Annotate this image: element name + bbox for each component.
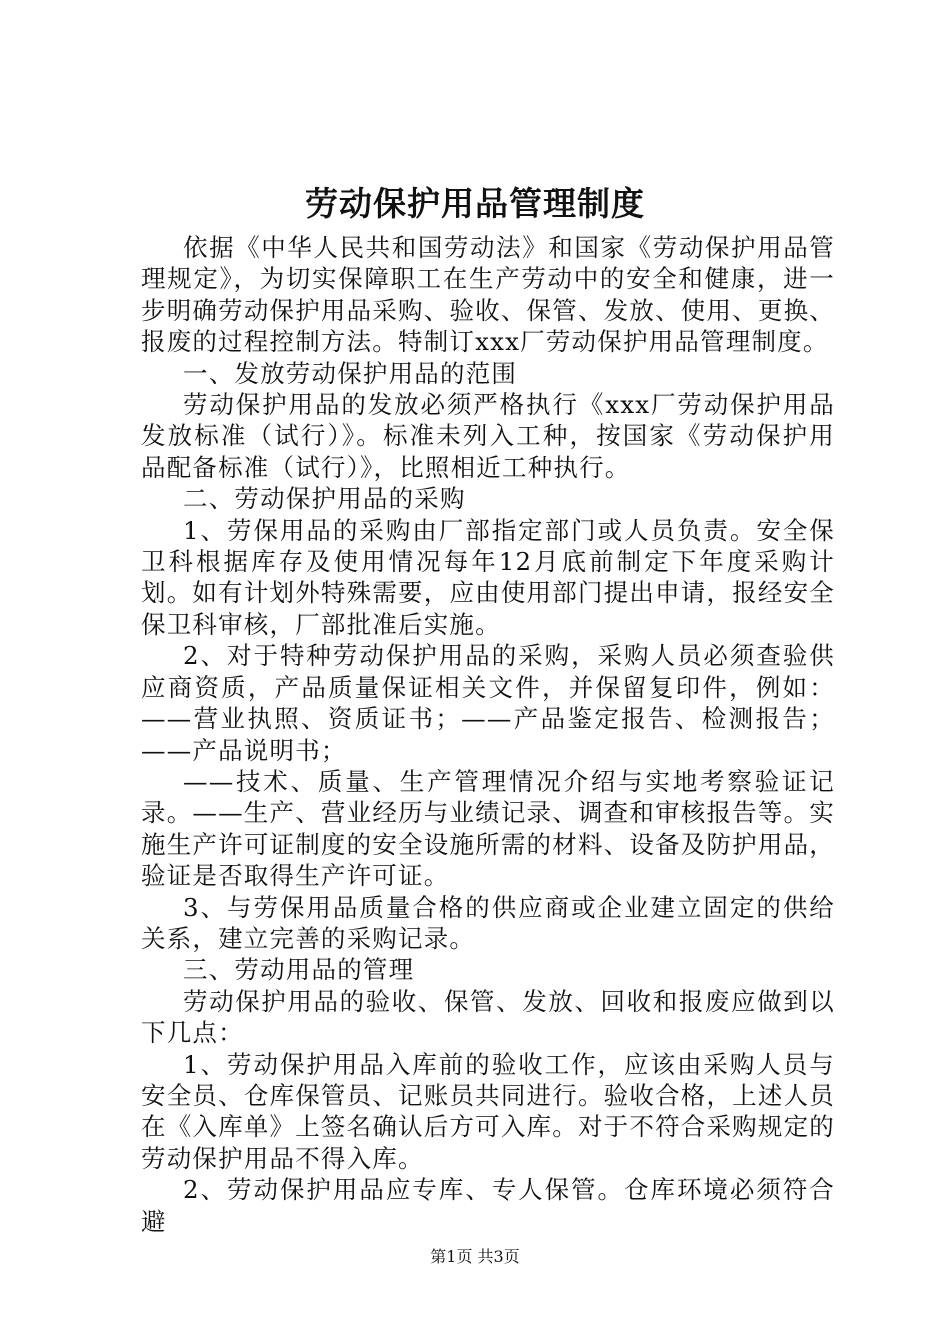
paragraph-procurement-2: 2、对于特种劳动保护用品的采购，采购人员必须查验供应商资质，产品质量保证相关文件，并保留复印件，例如：——营业执照、资质证书；——产品鉴定报告、检测报告；——产品说明书； xyxy=(141,641,835,765)
section-heading-1: 一、发放劳动保护用品的范围 xyxy=(183,358,518,388)
page-footer: 第1页 共3页 xyxy=(430,1247,520,1266)
document-title: 劳动保护用品管理制度 xyxy=(305,184,645,223)
paragraph-management-1: 1、劳动保护用品入库前的验收工作，应该由采购人员与安全员、仓库保管员、记账员共同进行。验收合格，上述人员在《入库单》上签名确认后方可入库。对于不符合采购规定的劳动保护用品不得入库。 xyxy=(141,1049,835,1173)
paragraph-management-intro: 劳动保护用品的验收、保管、发放、回收和报废应做到以下几点： xyxy=(141,986,835,1048)
paragraph-procurement-1: 1、劳保用品的采购由厂部指定部门或人员负责。安全保卫科根据库存及使用情况每年12月底前制定下年度采购计划。如有计划外特殊需要，应由使用部门提出申请，报经安全保卫科审核，厂部批准后实施。 xyxy=(141,515,835,639)
document-body xyxy=(141,232,835,1237)
paragraph-intro: 依据《中华人民共和国劳动法》和国家《劳动保护用品管理规定》，为切实保障职工在生产劳动中的安全和健康，进一步明确劳动保护用品采购、验收、保管、发放、使用、更换、报废的过程控制方法。特制订xxx厂劳动保护用品管理制度。 xyxy=(141,233,835,357)
paragraph-distribution-scope: 劳动保护用品的发放必须严格执行《xxx厂劳动保护用品发放标准（试行）》。标准未列入工种，按国家《劳动保护用品配备标准（试行）》，比照相近工种执行。 xyxy=(141,390,835,482)
section-heading-3: 三、劳动用品的管理 xyxy=(183,955,415,985)
paragraph-management-2: 2、劳动保护用品应专库、专人保管。仓库环境必须符合避 xyxy=(141,1175,835,1236)
paragraph-procurement-2-cont: ——技术、质量、生产管理情况介绍与实地考察验证记录。——生产、营业经历与业绩记录、调查和审核报告等。实施生产许可证制度的安全设施所需的材料、设备及防护用品，验证是否取得生产许可证。 xyxy=(141,766,835,891)
section-heading-2: 二、劳动保护用品的采购 xyxy=(183,484,466,514)
paragraph-procurement-3: 3、与劳保用品质量合格的供应商或企业建立固定的供给关系，建立完善的采购记录。 xyxy=(141,892,835,953)
